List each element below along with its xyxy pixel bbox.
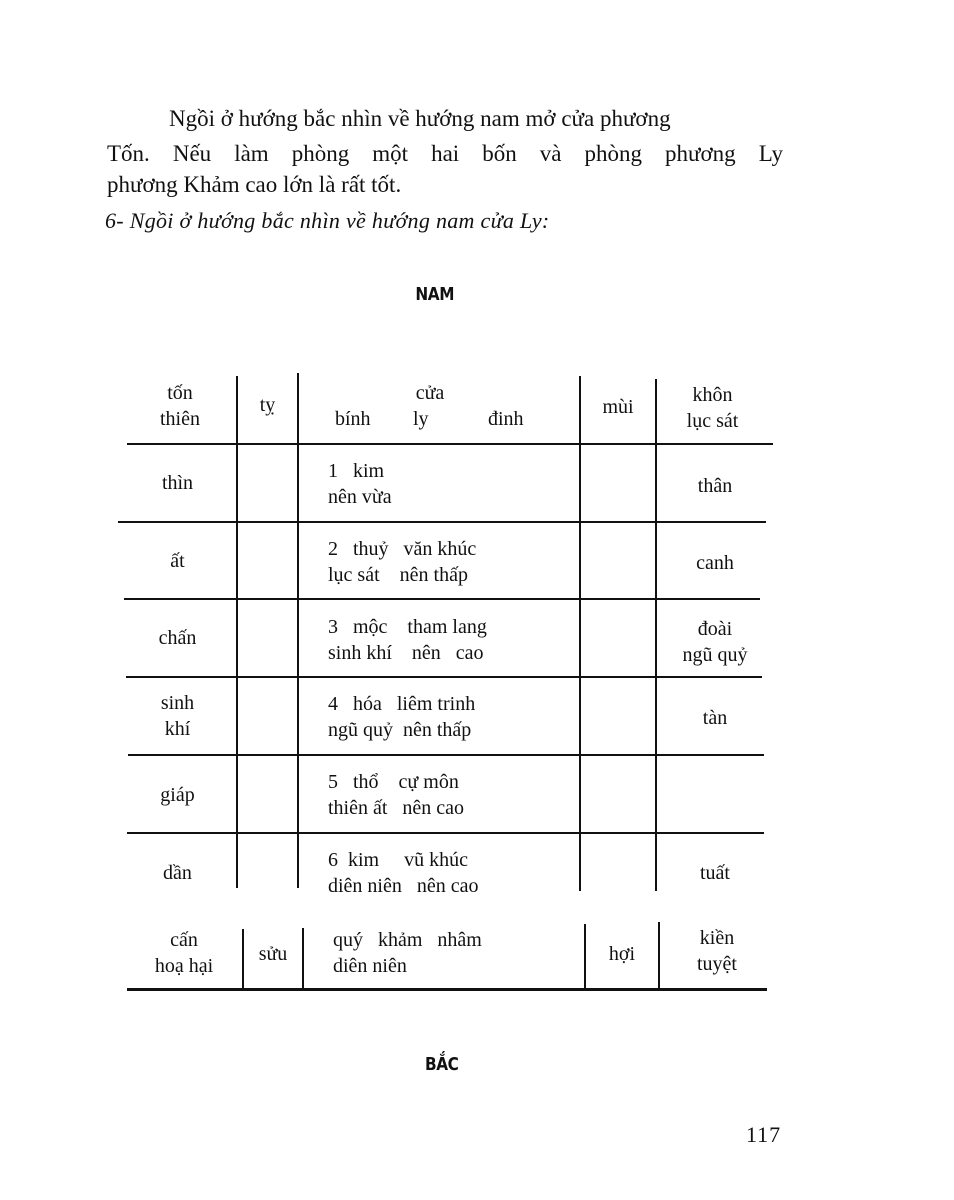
cell-line: lục sát xyxy=(686,410,739,432)
cell-line: quý khảm nhâm xyxy=(333,929,482,951)
table-rule xyxy=(127,443,773,445)
direction-north-label: BẮC xyxy=(424,1054,459,1075)
cell-line: thìn xyxy=(161,472,194,494)
table-row-1-left xyxy=(125,470,230,496)
header-cell-binh: bính xyxy=(335,408,371,430)
table-divider xyxy=(242,929,244,989)
cell-line: cấn xyxy=(170,929,198,951)
table-row-3-middle xyxy=(328,614,487,666)
body-paragraph-line-2 xyxy=(107,138,783,169)
table-row-2-left xyxy=(125,548,230,574)
cell-line: 3 mộc tham lang xyxy=(328,616,487,638)
table-rule-bottom xyxy=(127,988,767,991)
footer-cell-kien-tuyet xyxy=(662,925,772,977)
table-row-5-middle xyxy=(328,769,464,821)
cell-line: khôn xyxy=(692,384,733,406)
table-rule xyxy=(128,754,764,756)
cell-line: đoài xyxy=(697,618,733,640)
cell-line: 6 kim vũ khúc xyxy=(328,849,468,871)
header-cell-cua: cửa xyxy=(415,382,445,404)
cell-line: hoạ hại xyxy=(154,955,214,977)
cell-line: giáp xyxy=(160,784,195,806)
header-cell-dinh: đinh xyxy=(488,408,524,430)
paragraph-line-1: Ngồi ở hướng bắc nhìn về hướng nam mở cửa phương xyxy=(169,106,671,131)
cell-line: thiên ất nên cao xyxy=(328,797,465,819)
cell-line: thiên xyxy=(160,408,200,430)
header-cell-ly: ly xyxy=(413,408,429,430)
cell-line: ngũ quỷ xyxy=(682,644,748,666)
cell-line: tốn xyxy=(167,382,193,404)
cell-line: sinh xyxy=(160,692,195,714)
cell-line: nên vừa xyxy=(328,486,392,508)
body-paragraph xyxy=(107,103,783,134)
table-divider xyxy=(579,376,581,891)
paragraph-line-3: phương Khảm cao lớn là rất tốt. xyxy=(107,172,402,197)
table-row-2-middle xyxy=(328,536,476,588)
footer-cell-hoi: hợi xyxy=(608,943,636,965)
header-cell-mui: mùi xyxy=(602,396,634,418)
footer-cell-suu: sửu xyxy=(258,943,288,965)
table-divider xyxy=(658,922,660,989)
cell-line: canh xyxy=(696,552,734,574)
table-row-6-right xyxy=(660,860,770,886)
page-number: 117 xyxy=(746,1122,782,1147)
header-cell-ton-thien xyxy=(130,380,230,432)
cell-line: lục sát nên thấp xyxy=(328,564,468,586)
table-row-3-right xyxy=(660,616,770,668)
cell-line: thân xyxy=(697,475,733,497)
table-rule xyxy=(126,676,762,678)
table-row-4-right xyxy=(660,705,770,731)
table-row-3-left xyxy=(125,625,230,651)
cell-line: 2 thuỷ văn khúc xyxy=(328,538,477,560)
footer-cell-can-hoa-hai xyxy=(128,927,240,979)
direction-south-label: NAM xyxy=(415,284,455,305)
cell-line: chấn xyxy=(158,627,197,649)
cell-line: tàn xyxy=(702,707,728,729)
cell-line: khí xyxy=(164,718,191,740)
table-row-4-middle xyxy=(328,691,475,743)
footer-cell-quy-kham-nham xyxy=(333,927,482,979)
table-row-1-right xyxy=(660,473,770,499)
cell-line: tuất xyxy=(700,862,730,884)
table-row-4-left xyxy=(125,690,230,742)
table-divider xyxy=(655,379,657,891)
cell-line: diên niên xyxy=(333,955,407,977)
header-cell-ty: tỵ xyxy=(259,394,276,416)
paragraph-line-2: Tốn. Nếu làm phòng một hai bốn và phòng phương Ly xyxy=(107,141,783,166)
cell-line: 1 kim xyxy=(328,460,385,482)
cell-line: sinh khí nên cao xyxy=(328,642,484,664)
table-row-6-left xyxy=(125,860,230,886)
cell-line: ất xyxy=(170,550,185,572)
table-divider xyxy=(297,373,299,888)
table-row-5-left xyxy=(125,782,230,808)
cell-line: 4 hóa liêm trinh xyxy=(328,693,476,715)
table-rule xyxy=(124,598,760,600)
body-paragraph-line-3 xyxy=(107,169,783,200)
header-cell-khon-luc-sat xyxy=(660,382,765,434)
cell-line: kiền xyxy=(699,927,735,949)
table-rule xyxy=(118,521,766,523)
table-divider xyxy=(302,928,304,989)
table-divider xyxy=(584,924,586,989)
cell-line: ngũ quỷ nên thấp xyxy=(328,719,472,741)
table-rule xyxy=(127,832,764,834)
cell-line: dần xyxy=(163,862,192,884)
cell-line: diên niên nên cao xyxy=(328,875,479,897)
table-row-6-middle xyxy=(328,847,479,899)
cell-line: 5 thổ cự môn xyxy=(328,771,459,793)
table-row-1-middle xyxy=(328,458,392,510)
table-divider xyxy=(236,376,238,888)
table-row-2-right xyxy=(660,550,770,576)
section-heading: 6- Ngồi ở hướng bắc nhìn về hướng nam cửa Ly: xyxy=(105,208,550,233)
cell-line: tuyệt xyxy=(697,953,737,975)
